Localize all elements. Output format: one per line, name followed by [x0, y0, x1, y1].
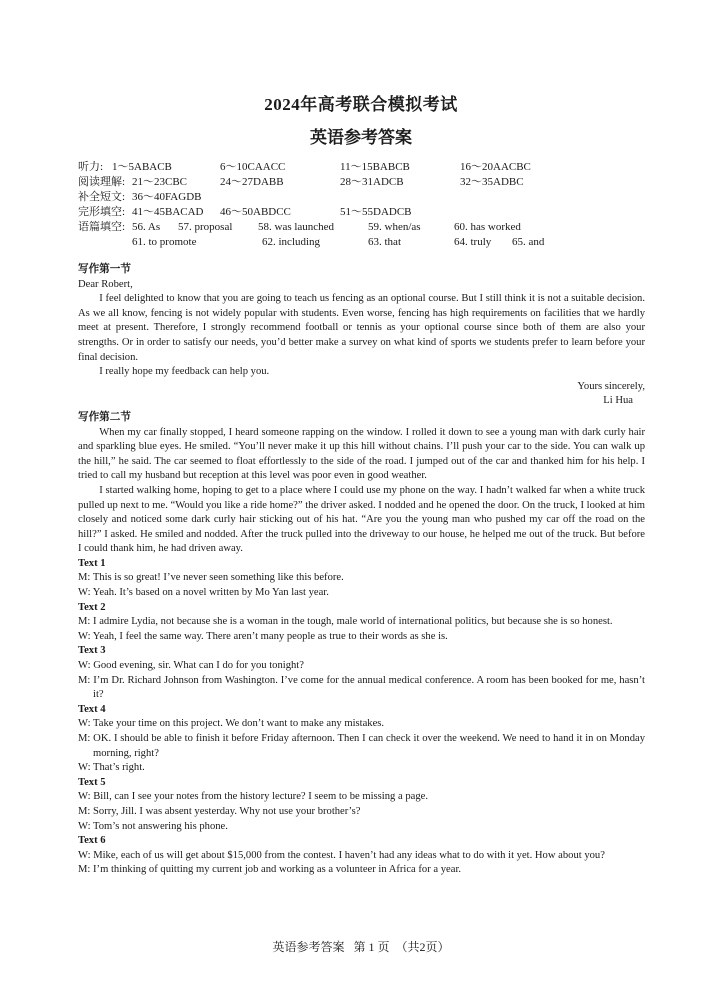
- answer-item: 57. proposal: [178, 221, 233, 233]
- answer-item: 63. that: [368, 236, 401, 248]
- dialogue-line: W: Yeah. It’s based on a novel written by Mo Yan last year.: [78, 587, 329, 599]
- exam-title: 2024年高考联合模拟考试: [264, 95, 458, 114]
- dialogue-line: M: I admire Lydia, not because she is a woman in the tough, male world of international politics, but because she is so honest.: [78, 616, 613, 628]
- text-title: Text 6: [78, 835, 106, 847]
- answer-label: 听力:: [78, 161, 104, 173]
- dialogue-line: M: I’m Dr. Richard Johnson from Washington. I’ve come for the annual medical conference. A room has been booked for me, hasn’t it?: [78, 674, 645, 701]
- answer-item: 36～40FAGDB: [132, 191, 202, 203]
- dialogue-line: W: Good evening, sir. What can I do for you tonight?: [78, 660, 304, 672]
- dialogue-line: M: OK. I should be able to finish it before Friday afternoon. Then I can check it over the weekend. We need to hand it in on Monday morning, right?: [78, 733, 645, 759]
- answer-item: 32～35ADBC: [460, 176, 524, 188]
- answer-item: 21～23CBC: [132, 176, 188, 188]
- letter-paragraph: I really hope my feedback can help you.: [99, 366, 270, 378]
- dialogue-line: W: Tom’s not answering his phone.: [78, 820, 228, 832]
- answer-item: 11～15BABCB: [340, 161, 410, 173]
- answer-key-subtitle: 英语参考答案: [310, 128, 412, 147]
- answer-item: 61. to promote: [132, 236, 197, 248]
- answer-item: 46～50ABDCC: [220, 206, 291, 218]
- letter-greeting: Dear Robert,: [78, 278, 133, 290]
- answer-item: 28～31ADCB: [340, 176, 404, 188]
- dialogue-line: W: Yeah, I feel the same way. There aren’t many people as true to their words as she is.: [78, 630, 448, 642]
- answer-item: 41～45BACAD: [132, 206, 204, 218]
- letter-closing: Yours sincerely,: [577, 380, 645, 392]
- answer-item: 16～20AACBC: [460, 161, 531, 173]
- main-content: [78, 261, 645, 878]
- dialogue-line: M: Sorry, Jill. I was absent yesterday. Why not use your brother’s?: [78, 805, 361, 817]
- text-title: Text 4: [78, 703, 106, 715]
- answer-item: 60. has worked: [454, 221, 521, 233]
- answer-item: 64. truly: [454, 236, 492, 248]
- answer-item: 65. and: [512, 236, 545, 248]
- answer-item: 6～10CAACC: [220, 161, 286, 173]
- answer-item: 56. As: [132, 221, 161, 233]
- dialogue-line: M: This is so great! I’ve never seen something like this before.: [78, 572, 344, 584]
- dialogue-line: W: Mike, each of us will get about $15,000 from the contest. I haven’t had any ideas what to do with it yet. How about you?: [78, 849, 605, 861]
- story-paragraph: When my car finally stopped, I heard someone rapping on the window. I rolled it down to see a young man with dark curly hair and sparkling blue eyes. He smiled. “You’ll never make it up this hill without chains. I’ll push your car to the side. You can walk up the hill,” he said. The car seemed to float effortlessly to the side of the road. I jumped out of the car and thanked him for his help. I tried to call my husband but reception at this level was poor even in good weather.: [78, 426, 645, 482]
- text-title: Text 5: [78, 776, 106, 788]
- writing1-heading: 写作第一节: [78, 264, 131, 275]
- story-paragraph: I started walking home, hoping to get to a place where I could use my phone on the way. I hadn’t walked far when a white truck pulled up next to me. “Would you like a ride home?” the driver asked. I nodded and he opened the door. On the truck, I looked at him closely and noticed some dark curly hair sticking out of his hat. “Are you the young man who pushed my car off the road on the hill?” I asked. He smiled and nodded. After the truck pulled into the driveway to our house, he helped me out of the truck. But before I could thank him, he had driven away.: [78, 484, 645, 555]
- answer-item: 62. including: [262, 236, 321, 248]
- answer-label: 完形填空:: [78, 206, 126, 218]
- dialogue-line: W: That’s right.: [78, 762, 145, 774]
- dialogue-line: W: Take your time on this project. We don’t want to make any mistakes.: [78, 718, 385, 730]
- text-title: Text 2: [78, 601, 106, 613]
- answer-item: 24～27DABB: [220, 176, 284, 188]
- answer-label: 补全短文:: [78, 191, 126, 203]
- answer-item: 1～5ABACB: [112, 161, 172, 173]
- answer-item: 59. when/as: [368, 221, 421, 233]
- dialogue-line: W: Bill, can I see your notes from the history lecture? I seem to be missing a page.: [78, 791, 428, 803]
- text-title: Text 3: [78, 645, 106, 657]
- answer-item: 58. was launched: [258, 221, 335, 233]
- page-footer: 英语参考答案 第 1 页 （共2页）: [272, 940, 450, 954]
- answer-label: 阅读理解:: [78, 176, 126, 188]
- answer-item: 51～55DADCB: [340, 206, 412, 218]
- answer-label: 语篇填空:: [78, 221, 126, 233]
- text-title: Text 1: [78, 557, 106, 569]
- dialogue-line: M: I’m thinking of quitting my current job and working as a volunteer in Africa for a year.: [78, 864, 462, 876]
- letter-paragraph: I feel delighted to know that you are going to teach us fencing as an optional course. But I still think it is not a suitable decision. As we all know, fencing is not widely popular with students. Even worse, fencing has high requirements on facilities that we hardly meet at present. Therefore, I strongly recommend football or tennis as your optional course since both of them are also your strengths. Or in order to satisfy our needs, you’d better make a survey on what kind of sports we students prefer to learn before your final decision.: [78, 293, 645, 363]
- writing2-heading: 写作第二节: [78, 411, 131, 423]
- letter-signature: Li Hua: [603, 395, 633, 407]
